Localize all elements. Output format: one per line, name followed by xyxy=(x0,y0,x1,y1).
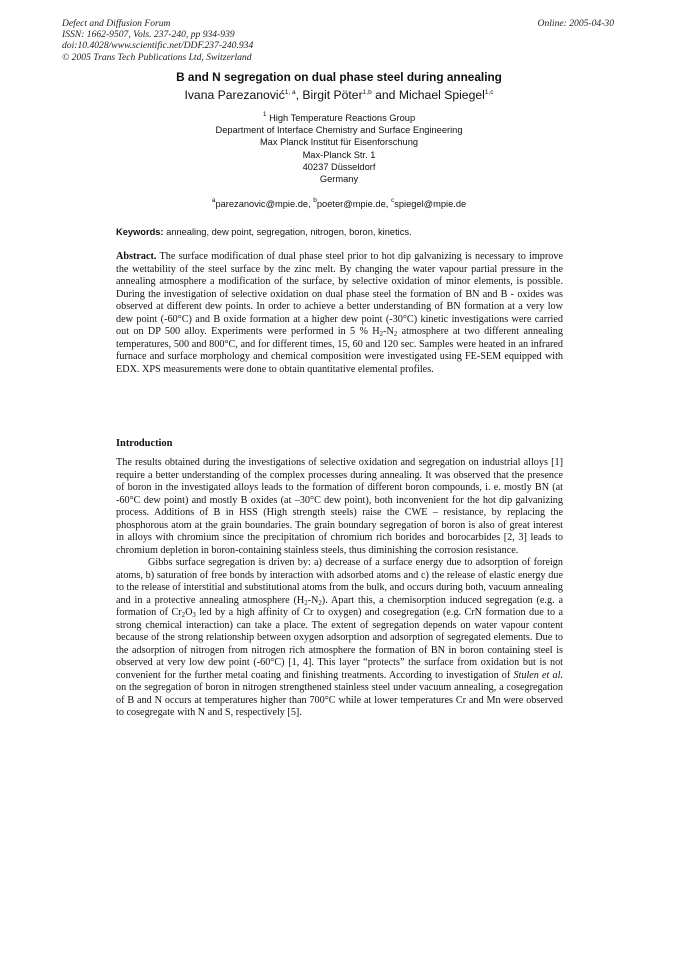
subscript: 3 xyxy=(192,612,196,619)
keywords-label: Keywords: xyxy=(116,227,164,237)
paragraph-text: O xyxy=(185,607,193,618)
citation-authors: Stulen et al. xyxy=(513,669,563,681)
abstract-label: Abstract. xyxy=(116,251,157,262)
email-link[interactable]: spiegel@mpie.de xyxy=(394,199,467,209)
journal-info xyxy=(62,18,253,63)
affiliation-country: Germany xyxy=(319,174,359,185)
paragraph-text: on the segregation of boron in nitrogen strengthened stainless steel under vacuum annealing, a cosegregation of B and N occurs at temperatures higher than 700°C while at lower temperatures Cr and Mn were observed to cosegregate with N and S, respectively [5]. xyxy=(116,682,563,718)
affiliation-block xyxy=(0,109,678,185)
author-list xyxy=(0,88,678,102)
abstract xyxy=(116,251,563,376)
paragraph xyxy=(116,557,563,720)
paper-title: B and N segregation on dual phase steel during annealing xyxy=(176,70,502,84)
author-name: Michael Spiegel xyxy=(398,88,485,102)
paragraph-text: Gibbs surface segregation is driven by: a) decrease of a surface energy due to adsorption of foreign atoms, b) saturation of free bonds by interaction with adsorbed atoms and c) the release of elastic energy due to the release of interstitial and substitutional atoms from the bulk, and occurs during both, vacuum annealing and in a protective annealing atmosphere (H xyxy=(116,557,563,606)
author-separator: and xyxy=(371,88,399,102)
abstract-text: atmosphere at two different annealing temperatures, 500 and 800°C, and for different times, 15, 60 and 120 sec. Samples were heated in an infrared furnace and surface morphology and chemical composition were investigated using FE-SEM equipped with EDX. XPS measurements were done to obtain quantitative elemental profiles. xyxy=(116,326,563,375)
affiliation-group xyxy=(0,109,678,124)
author-affiliation-mark: 1,c xyxy=(484,89,494,96)
email-link[interactable]: poeter@mpie.de, xyxy=(316,199,391,209)
abstract-text: The surface modification of dual phase steel prior to hot dip galvanizing is necessary to improve the wettability of the steel surface by the zinc melt. By changing the water vapour partial pressure in the annealing atmosphere a modification of the surface, by selective oxidation of minor elements, is possible. During the investigation of selective oxidation on dual phase steel the formation of BN and B - oxides was observed at different dew points. In order to achieve a better understanding of BN formation at a very low dew point (-60°C) and B oxide formation at a higher dew point (-30°C) kinetic investigations were carried out on DP 500 alloy. Experiments were performed in 5 % H xyxy=(116,251,563,337)
email-link[interactable]: parezanovic@mpie.de, xyxy=(215,199,314,209)
email-mark: a xyxy=(211,197,216,204)
affiliation-city: 40237 Düsseldorf xyxy=(302,161,376,172)
journal-name: Defect and Diffusion Forum xyxy=(62,18,171,29)
subscript: 2 xyxy=(318,599,322,607)
affiliation-department: Department of Interface Chemistry and Surface Engineering xyxy=(215,125,463,136)
author-separator: , xyxy=(295,88,303,102)
online-date: Online: 2005-04-30 xyxy=(537,18,614,29)
email-mark: c xyxy=(390,197,395,204)
author-affiliation-mark: 1,b xyxy=(362,89,372,96)
keywords xyxy=(116,227,566,237)
author-name: Birgit Pöter xyxy=(302,88,363,102)
paragraph: The results obtained during the investigations of selective oxidation and segregation on industrial alloys [1] require a better understanding of the complex processes during annealing. It was observed that the presence of boron in the investigated alloys leads to the formation of different boron compounds, i. e. mostly BN (at -60°C dew point) and mostly B oxides (at –30°C dew point), both inconvenient for the hot dip galvanizing process. Additions of B in HSS (High strength steels) raise the CWE – resistance, by replacing the phosphorous atom at the grain boundaries. The grain boundary segregation of boron is also of great interest in alloys with chromium since the precipitation of chromium rich borides and borocarbides [2, 3] leads to chromium depletion in boron-containing stainless steels, thus diminishing the corrosion resistance. xyxy=(116,457,563,556)
paragraph-text: ). Apart this, a chemisorption induced segregation (e.g. a formation of Cr xyxy=(116,594,563,618)
affiliation-street: Max-Planck Str. 1 xyxy=(302,149,376,160)
author-name: Ivana Parezanović xyxy=(184,88,285,102)
keywords-text: annealing, dew point, segregation, nitrogen, boron, kinetics. xyxy=(163,227,412,237)
journal-doi: doi:10.4028/www.scientific.net/DDF.237-240.934 xyxy=(62,40,254,52)
email-mark: b xyxy=(313,197,317,204)
journal-copyright: © 2005 Trans Tech Publications Ltd, Switzerland xyxy=(62,51,252,63)
affiliation-institute: Max Planck Institut für Eisenforschung xyxy=(259,137,419,148)
subscript: 2 xyxy=(304,599,308,607)
paragraph-text: -N xyxy=(307,594,319,606)
paragraph-text: led by a high affinity of Cr to oxygen) and cosegregation (e.g. CrN formation due to a strong chemical interaction) can take a place. The extent of segregation depends on water vapour content because of the strong relationship between oxygen adsorption and adsorption of segregated elements. Due to the adsorption of nitrogen from nitrogen rich atmosphere the formation of BN in boron containing steel is observed at very low dew point (-60°C) [1, 4]. This layer “protects” the surface from oxidation but is not convenient for the further metal coating and finishing treatments. According to investigation of xyxy=(116,607,563,681)
subscript: 2 xyxy=(379,331,384,338)
section-heading-introduction: Introduction xyxy=(116,438,173,449)
author-emails xyxy=(0,197,678,209)
subscript: 2 xyxy=(393,331,398,338)
affiliation-group-name: High Temperature Reactions Group xyxy=(269,113,416,123)
author-affiliation-mark: 1, a xyxy=(284,89,296,96)
affiliation-mark: 1 xyxy=(262,111,267,118)
introduction-body xyxy=(116,457,563,720)
journal-issn: ISSN: 1662-9507, Vols. 237-240, pp 934-939 xyxy=(62,29,235,41)
subscript: 2 xyxy=(181,612,186,619)
abstract-text: -N xyxy=(383,326,394,337)
